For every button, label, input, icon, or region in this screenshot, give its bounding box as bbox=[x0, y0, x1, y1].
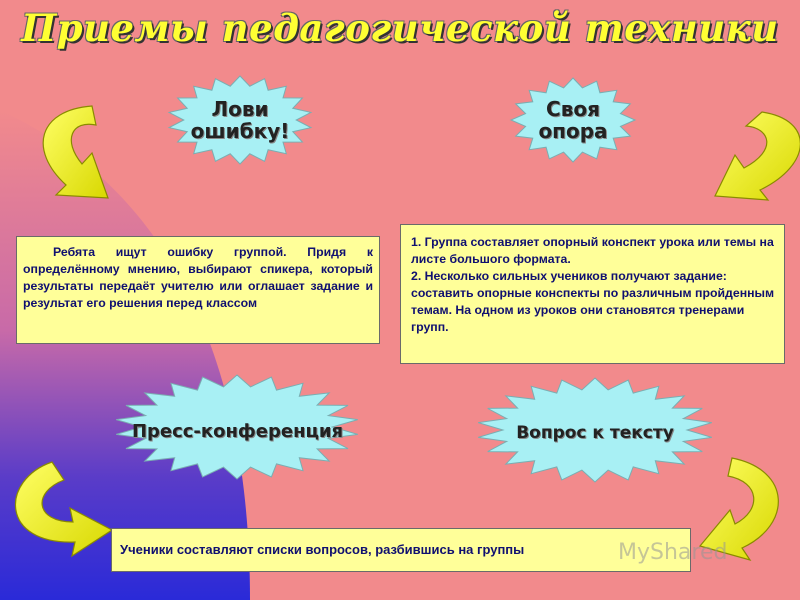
watermark-logo: MyShared bbox=[618, 540, 728, 565]
slide-title: Приемы педагогической техники bbox=[21, 6, 779, 50]
description-line-2: 2. Несколько сильных учеников получают задание: составить опорные конспекты по различным пройденным темам. На одном из уроков они становятся тренерами групп. bbox=[411, 268, 775, 334]
description-text-question-to-text: Ученики составляют списки вопросов, разбившись на группы bbox=[120, 542, 525, 557]
description-box-own-support bbox=[400, 224, 785, 364]
star-label-catch-error: Лови ошибку! bbox=[190, 97, 290, 143]
description-box-question-to-text bbox=[111, 528, 691, 572]
star-label-press-conference: Пресс-конференция bbox=[131, 421, 344, 442]
description-box-catch-error bbox=[16, 236, 380, 344]
star-label-own-support: Своя опора bbox=[538, 97, 608, 143]
description-text-catch-error: Ребята ищут ошибку группой. Придя к определённому мнению, выбирают спикера, который результаты передаёт учителю или оглашает задание и результат его решения перед классом bbox=[23, 245, 373, 310]
description-line-1: 1. Группа составляет опорный конспект урока или темы на листе большого формата. bbox=[411, 235, 774, 266]
star-label-question-to-text: Вопрос к тексту bbox=[516, 423, 674, 443]
